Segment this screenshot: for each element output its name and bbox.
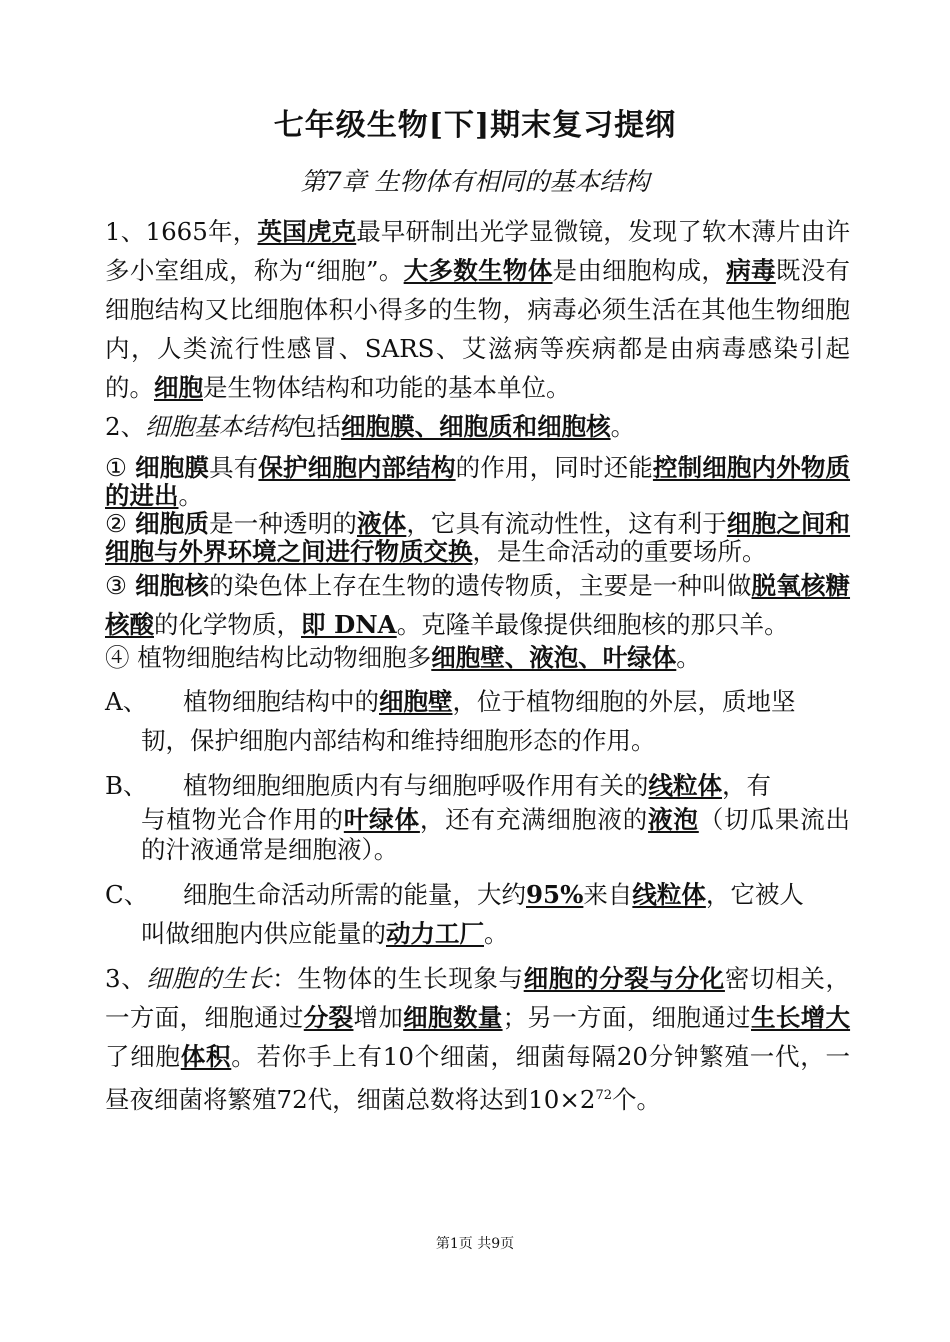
- bold-term: 细胞质: [135, 509, 210, 538]
- key-term: 大多数生物体: [403, 256, 553, 285]
- text-run: 。克隆羊最像提供细胞核的那只羊。: [396, 610, 789, 639]
- text-run: 韧，保护细胞内部结构和维持细胞形态的作用。: [141, 726, 656, 755]
- key-term: 病毒: [726, 256, 776, 285]
- text-run: 最早研制出光学显微镜，发现了软木薄片由许多小室组成，称为“细胞”。: [105, 217, 850, 285]
- list-item-cell-wall: [105, 682, 850, 760]
- text-run: 叫做细胞内供应能量的: [141, 919, 386, 948]
- list-marker: C、: [105, 880, 149, 909]
- document-body: [105, 212, 850, 1119]
- text-run: ③: [105, 571, 136, 600]
- topic-term: 细胞基本结构: [145, 412, 293, 441]
- list-item-continuation: [141, 914, 850, 953]
- text-run: 了细胞: [105, 1042, 181, 1071]
- text-run: ，有: [722, 771, 771, 800]
- text-run: ，它被人: [705, 880, 804, 909]
- text-run: 3、: [105, 964, 147, 993]
- key-term: 叶绿体: [343, 805, 420, 834]
- key-term: 细胞壁、液泡、叶绿体: [431, 643, 677, 672]
- key-term: 即 DNA: [301, 610, 397, 639]
- text-run: ，是生命活动的重要场所。: [472, 537, 767, 566]
- text-run: ：生物体的生长现象与: [272, 964, 524, 993]
- key-term: 细胞之间和细胞与外界环境之间进行物质交换: [105, 509, 851, 566]
- key-term: 液泡: [648, 805, 699, 834]
- text-run: 细胞生命活动所需的能量，大约: [183, 880, 526, 909]
- text-run: 植物细胞结构中的: [183, 687, 379, 716]
- bold-term: 细胞核: [135, 571, 210, 600]
- text-run: 既没有细胞结构又比细胞体积小得多的生物，病毒必须生活在其他生物细胞内，人类流行性感冒、SARS、艾滋病等疾病都是由病毒感染引起的。: [105, 256, 851, 402]
- document-title: 七年级生物[下]期末复习提纲: [273, 108, 677, 143]
- paragraph-cytoplasm: [105, 510, 850, 566]
- text-run: ，位于植物细胞的外层，质地坚: [452, 687, 796, 716]
- text-run: ①: [105, 453, 136, 482]
- text-run: 植物细胞细胞质内有与细胞呼吸作用有关的: [183, 771, 649, 800]
- text-run: ④ 植物细胞结构比动物细胞多: [105, 643, 432, 672]
- text-run: 。: [178, 481, 203, 510]
- paragraph-nucleus: [105, 566, 850, 644]
- key-term: 95%: [526, 880, 584, 909]
- list-marker: B、: [105, 771, 148, 800]
- text-run: 。: [610, 412, 636, 441]
- text-run: 的作用，同时还能: [455, 453, 653, 482]
- text-run: （切瓜果流出的汁液通常是细胞液）。: [141, 805, 851, 864]
- key-term: 生长增大: [751, 1003, 851, 1032]
- text-run: 密切相关，一方面，细胞通过: [105, 964, 851, 1032]
- key-term: 动力工厂: [386, 919, 484, 948]
- text-run: 2、: [105, 412, 146, 441]
- key-term: 细胞: [154, 373, 203, 402]
- exponent: 72: [595, 1088, 613, 1103]
- paragraph-cell-structure: [105, 407, 850, 446]
- key-term: 细胞膜、细胞质和细胞核: [341, 412, 611, 441]
- list-item-energy: [105, 875, 850, 953]
- text-run: 个。: [612, 1085, 662, 1115]
- list-item-mitochondria: [105, 766, 850, 865]
- text-run: 。: [676, 643, 701, 672]
- text-run: 增加: [353, 1003, 404, 1032]
- text-run: ；另一方面，细胞通过: [502, 1003, 752, 1032]
- list-marker: A、: [105, 687, 148, 716]
- text-run: 是生物体结构和功能的基本单位。: [203, 373, 571, 402]
- key-term: 英国虎克: [257, 217, 357, 246]
- key-term: 线粒体: [648, 771, 722, 800]
- paragraph-cell-discovery: [105, 212, 850, 407]
- key-term: 细胞壁: [379, 687, 453, 716]
- key-term: 细胞数量: [403, 1003, 503, 1032]
- list-item-text: [141, 682, 850, 760]
- key-term: 脱氧核糖核酸: [105, 571, 851, 639]
- text-run: ②: [105, 509, 136, 538]
- list-item-text: [141, 875, 850, 953]
- text-run: ，还有充满细胞液的: [419, 805, 649, 834]
- text-run: 。: [484, 919, 509, 948]
- text-run: ，它具有流动性性，这有利于: [406, 509, 727, 538]
- bold-term: 细胞膜: [135, 453, 210, 482]
- text-run: 来自: [583, 880, 633, 909]
- key-term: 细胞的分裂与分化: [523, 964, 725, 993]
- key-term: 线粒体: [632, 880, 706, 909]
- key-term: 控制细胞内外物质的进出: [105, 453, 851, 510]
- text-run: 是由细胞构成，: [552, 256, 727, 285]
- paragraph-cell-membrane: [105, 454, 850, 510]
- paragraph-plant-cell: [105, 644, 850, 672]
- key-term: 液体: [357, 509, 407, 538]
- text-run: 的染色体上存在生物的遗传物质，主要是一种叫做: [209, 571, 752, 600]
- text-run: 包括: [292, 412, 342, 441]
- list-item-text: [141, 766, 851, 865]
- text-run: 。若你手上有10个细菌，细菌每隔20分钟繁殖一代，一昼夜细菌将繁殖72代，细菌总数将达到10×2: [105, 1042, 850, 1115]
- text-run: 具有: [209, 453, 259, 482]
- chapter-subtitle: 第7章 生物体有相同的基本结构: [300, 167, 650, 196]
- text-run: 与植物光合作用的: [141, 805, 344, 834]
- text-run: 是一种透明的: [209, 509, 358, 538]
- paragraph-cell-growth: [105, 959, 850, 1119]
- list-item-continuation: [141, 805, 850, 865]
- text-run: 1、1665年，: [105, 217, 258, 246]
- key-term: 分裂: [303, 1003, 354, 1032]
- text-run: 的化学物质，: [154, 610, 301, 639]
- key-term: 体积: [180, 1042, 232, 1071]
- page-footer: 第1页 共9页: [435, 1236, 515, 1252]
- topic-term: 细胞的生长: [146, 964, 273, 993]
- key-term: 保护细胞内部结构: [258, 453, 456, 482]
